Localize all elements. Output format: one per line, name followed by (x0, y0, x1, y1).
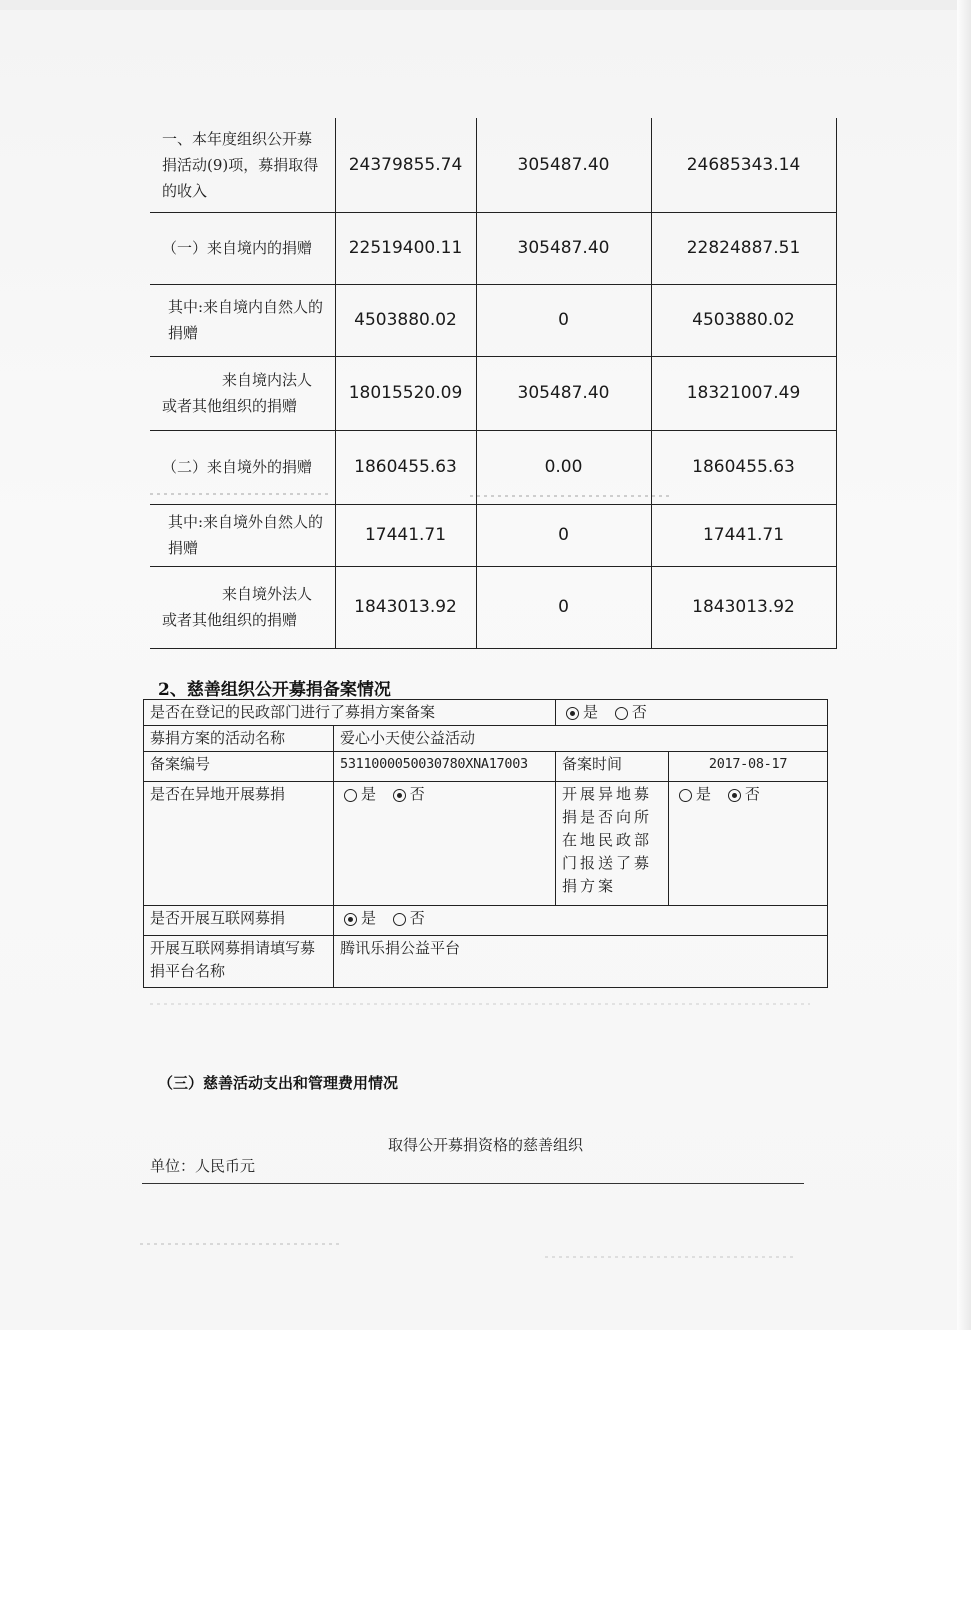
cell-value: 1860455.63 (651, 430, 836, 504)
record-time-label: 备案时间 (556, 752, 669, 782)
offsite-question: 是否在异地开展募捐 (144, 782, 334, 906)
offsite-answer (334, 782, 556, 906)
row-label: 来自境内法人或者其他组织的捐赠 (150, 356, 335, 430)
filed-question: 是否在登记的民政部门进行了募捐方案备案 (144, 700, 556, 726)
table-row (144, 700, 828, 726)
table-row (150, 356, 836, 430)
unit-label: 单位：人民币元 (150, 1157, 256, 1175)
filing-table (143, 699, 828, 988)
no-label: 否 (409, 909, 425, 927)
table-row (144, 752, 828, 782)
cell-value: 17441.71 (651, 504, 836, 566)
cell-value: 1860455.63 (335, 430, 476, 504)
cell-value: 18321007.49 (651, 356, 836, 430)
cell-value: 1843013.92 (335, 566, 476, 648)
yes-label: 是 (361, 785, 377, 803)
record-no-label: 备案编号 (144, 752, 334, 782)
cell-value: 0 (476, 566, 651, 648)
cell-value: 305487.40 (476, 118, 651, 212)
cell-value: 305487.40 (476, 212, 651, 284)
platform-label: 开展互联网募捐请填写募捐平台名称 (144, 936, 334, 988)
row-label: （一）来自境内的捐赠 (150, 212, 335, 284)
cell-value: 1843013.92 (651, 566, 836, 648)
cell-value: 17441.71 (335, 504, 476, 566)
income-table (150, 118, 837, 649)
filed-answer (556, 700, 828, 726)
yes-label: 是 (583, 703, 599, 721)
no-label: 否 (744, 785, 760, 803)
record-time-value: 2017-08-17 (669, 752, 828, 782)
no-label: 否 (631, 703, 647, 721)
radio-yes-icon (679, 789, 692, 802)
table-row (144, 726, 828, 752)
radio-no-icon (615, 707, 628, 720)
table-row (144, 782, 828, 906)
radio-no-icon (393, 913, 406, 926)
cell-value: 0 (476, 284, 651, 356)
cell-value: 0.00 (476, 430, 651, 504)
table-row (144, 936, 828, 988)
activity-name-label: 募捐方案的活动名称 (144, 726, 334, 752)
scan-noise (140, 1243, 340, 1245)
cell-value: 4503880.02 (651, 284, 836, 356)
row-label: 其中:来自境外自然人的捐赠 (150, 504, 335, 566)
record-no-value: 5311000050030780XNA17003 (334, 752, 556, 782)
yes-label: 是 (361, 909, 377, 927)
cell-value: 22519400.11 (335, 212, 476, 284)
section-heading: 2、慈善组织公开募捐备案情况 (158, 680, 391, 700)
row-label: （二）来自境外的捐赠 (150, 430, 335, 504)
cell-value: 22824887.51 (651, 212, 836, 284)
table-row (150, 118, 836, 212)
cell-value: 18015520.09 (335, 356, 476, 430)
yes-label: 是 (696, 785, 712, 803)
scan-noise (470, 495, 670, 497)
internet-question: 是否开展互联网募捐 (144, 906, 334, 936)
scan-noise (545, 1256, 795, 1258)
table-row (150, 504, 836, 566)
offsite-report-answer (669, 782, 828, 906)
radio-yes-selected-icon (344, 913, 357, 926)
table-row (150, 212, 836, 284)
radio-no-selected-icon (728, 789, 741, 802)
cell-value: 24379855.74 (335, 118, 476, 212)
row-label: 其中:来自境内自然人的捐赠 (150, 284, 335, 356)
radio-yes-icon (344, 789, 357, 802)
table-subtitle: 取得公开募捐资格的慈善组织 (387, 1136, 583, 1154)
cell-value: 0 (476, 504, 651, 566)
cell-value: 24685343.14 (651, 118, 836, 212)
platform-value: 腾讯乐捐公益平台 (334, 936, 828, 988)
scan-noise (150, 493, 330, 495)
table-row (144, 906, 828, 936)
scan-right-edge (957, 0, 971, 1330)
section-heading: （三）慈善活动支出和管理费用情况 (158, 1074, 399, 1092)
radio-no-selected-icon (393, 789, 406, 802)
scan-noise (150, 1003, 810, 1005)
cell-value: 4503880.02 (335, 284, 476, 356)
row-label: 一、本年度组织公开募捐活动(9)项，募捐取得的收入 (150, 118, 335, 212)
offsite-report-question: 开展异地募捐是否向所在地民政部门报送了募捐方案 (556, 782, 669, 906)
table-row (150, 566, 836, 648)
no-label: 否 (409, 785, 425, 803)
activity-name-value: 爱心小天使公益活动 (334, 726, 828, 752)
internet-answer (334, 906, 828, 936)
row-label: 来自境外法人或者其他组织的捐赠 (150, 566, 335, 648)
scan-top-edge (0, 0, 971, 10)
cell-value: 305487.40 (476, 356, 651, 430)
divider (142, 1183, 804, 1184)
table-row (150, 284, 836, 356)
radio-yes-selected-icon (566, 707, 579, 720)
